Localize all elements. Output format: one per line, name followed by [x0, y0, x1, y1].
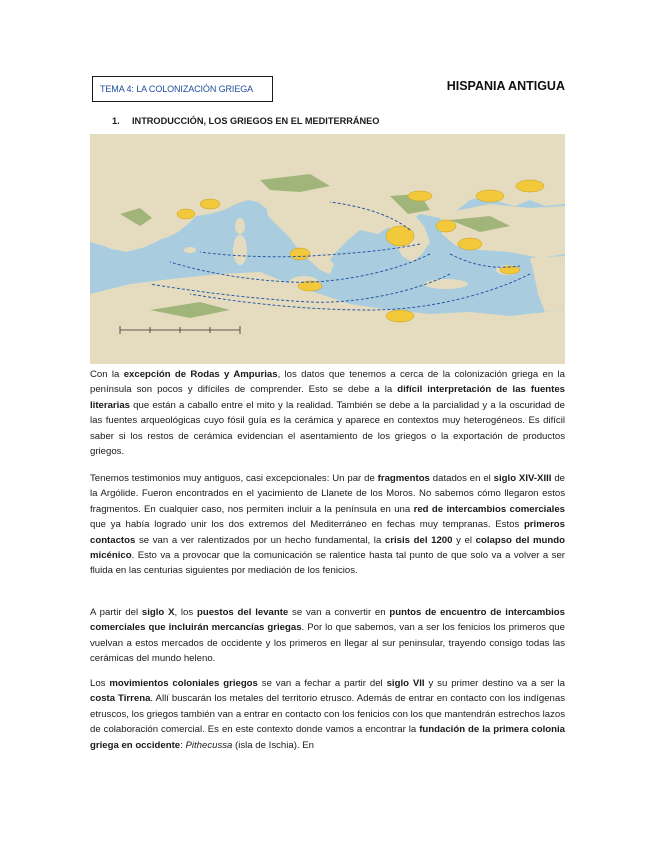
paragraph-text — [90, 676, 565, 753]
paragraph-2 — [90, 471, 565, 579]
bold-text: red de intercambios comerciales — [413, 503, 565, 515]
paragraph-4 — [90, 676, 565, 753]
map-island-sardinia — [233, 235, 247, 265]
section-heading — [112, 116, 379, 126]
bold-text: fragmentos — [377, 473, 430, 484]
bold-text: excepción de Rodas y Ampurias — [123, 369, 278, 380]
text-run: A partir del — [90, 607, 142, 618]
text-run: se van a convertir en — [288, 607, 390, 618]
text-run: y su primer destino va a ser la — [424, 678, 566, 689]
bold-text: puntos de encuentro de intercambios comerciales que incluirán mercancías griegas — [90, 607, 565, 634]
section-title: INTRODUCCIÓN, LOS GRIEGOS EN EL MEDITERRÁNEO — [132, 116, 380, 126]
bold-text: siglo XIV-XIII — [493, 473, 552, 484]
text-run: datados en el — [429, 473, 494, 484]
paragraph-text — [90, 471, 565, 579]
text-run: de la Argólide. Fueron encontrados en el yacimiento de Llanete de los Moros. No sabemos cómo llegaron estos fragmentos. En cualquier caso, nos permiten incluir a la península en una — [90, 473, 565, 515]
section-number: 1. — [112, 116, 120, 126]
bold-text: siglo X — [141, 607, 175, 618]
text-run: y el — [452, 534, 476, 546]
paragraph-text — [90, 367, 565, 459]
course-title: HISPANIA ANTIGUA — [446, 79, 565, 93]
text-run: Con la — [90, 369, 124, 380]
map-island-balearics — [184, 247, 196, 253]
bold-text: costa Tirrena — [90, 693, 151, 705]
topic-label: TEMA 4: LA COLONIZACIÓN GRIEGA — [100, 84, 254, 94]
topic-box — [92, 76, 273, 102]
text-run: que están a caballo entre el mito y la realidad. También se debe a la parcialidad y a la oscuridad de las fuentes arqueológicas cuyo fósil guía es la cerámica y aparece en contextos muy heterogéneos. Es difícil saber si los restos de cerámica evidencian el asentamiento de los griegos o la exportación de productos griegos. — [90, 399, 565, 458]
paragraph-1 — [90, 367, 565, 459]
text-run: , los datos que tenemos a cerca de la colonización griega en la península son pocos y difíciles de comprender. Esto se debe a la — [90, 369, 565, 396]
bold-text: difícil interpretación de las fuentes literarias — [90, 384, 566, 411]
italic-text: Pithecussa — [185, 739, 233, 751]
text-run: . Esto va a provocar que la comunicación se ralentice hasta tal punto de que solo va a volver a ser fluida en las centurias siguientes por mediación de los fenicios. — [90, 550, 565, 577]
text-run: . Por lo que sabemos, van a ser los fenicios los primeros que vuelvan a estos mercados de occidente y los primeros en llegar al sur peninsular, trayendo consigo todas las cerámicas del mundo heleno. — [90, 622, 565, 665]
map-island-corsica — [235, 218, 245, 234]
bold-text: crisis del 1200 — [384, 534, 453, 546]
text-run: que ya había logrado unir los dos extremos del Mediterráneo en fechas muy tempranas. Estos — [90, 519, 524, 531]
bold-text: primeros contactos — [90, 519, 565, 546]
text-run: se van a fechar a partir del — [257, 678, 387, 689]
map-island-crete — [424, 279, 468, 289]
bold-text: movimientos coloniales griegos — [109, 678, 258, 689]
text-run: (isla de Ischia). En — [232, 739, 314, 751]
text-run: : — [180, 739, 186, 751]
paragraph-text — [90, 605, 565, 667]
text-run: , los — [174, 607, 197, 618]
bold-text: puestos del levante — [196, 607, 289, 618]
bold-text: colapso del mundo micénico — [90, 534, 565, 562]
text-run: . Allí buscarán los metales del territorio etrusco. Además de entrar en contacto con los indígenas etruscos, los griegos también van a entrar en contacto con los fenicios con los que mantendrán estrechos lazos de colaboración comercial. Es en este contexto donde vamos a encontrar la — [90, 693, 566, 736]
text-run: se van a ver ralentizados por un hecho fundamental, la — [135, 534, 385, 546]
mediterranean-map — [90, 134, 565, 364]
paragraph-3 — [90, 605, 565, 667]
bold-text: siglo VII — [386, 678, 425, 689]
text-run: Tenemos testimonios muy antiguos, casi excepcionales: Un par de — [90, 473, 378, 484]
bold-text: fundación de la primera colonia griega en occidente — [90, 724, 566, 751]
text-run: Los — [90, 678, 110, 689]
